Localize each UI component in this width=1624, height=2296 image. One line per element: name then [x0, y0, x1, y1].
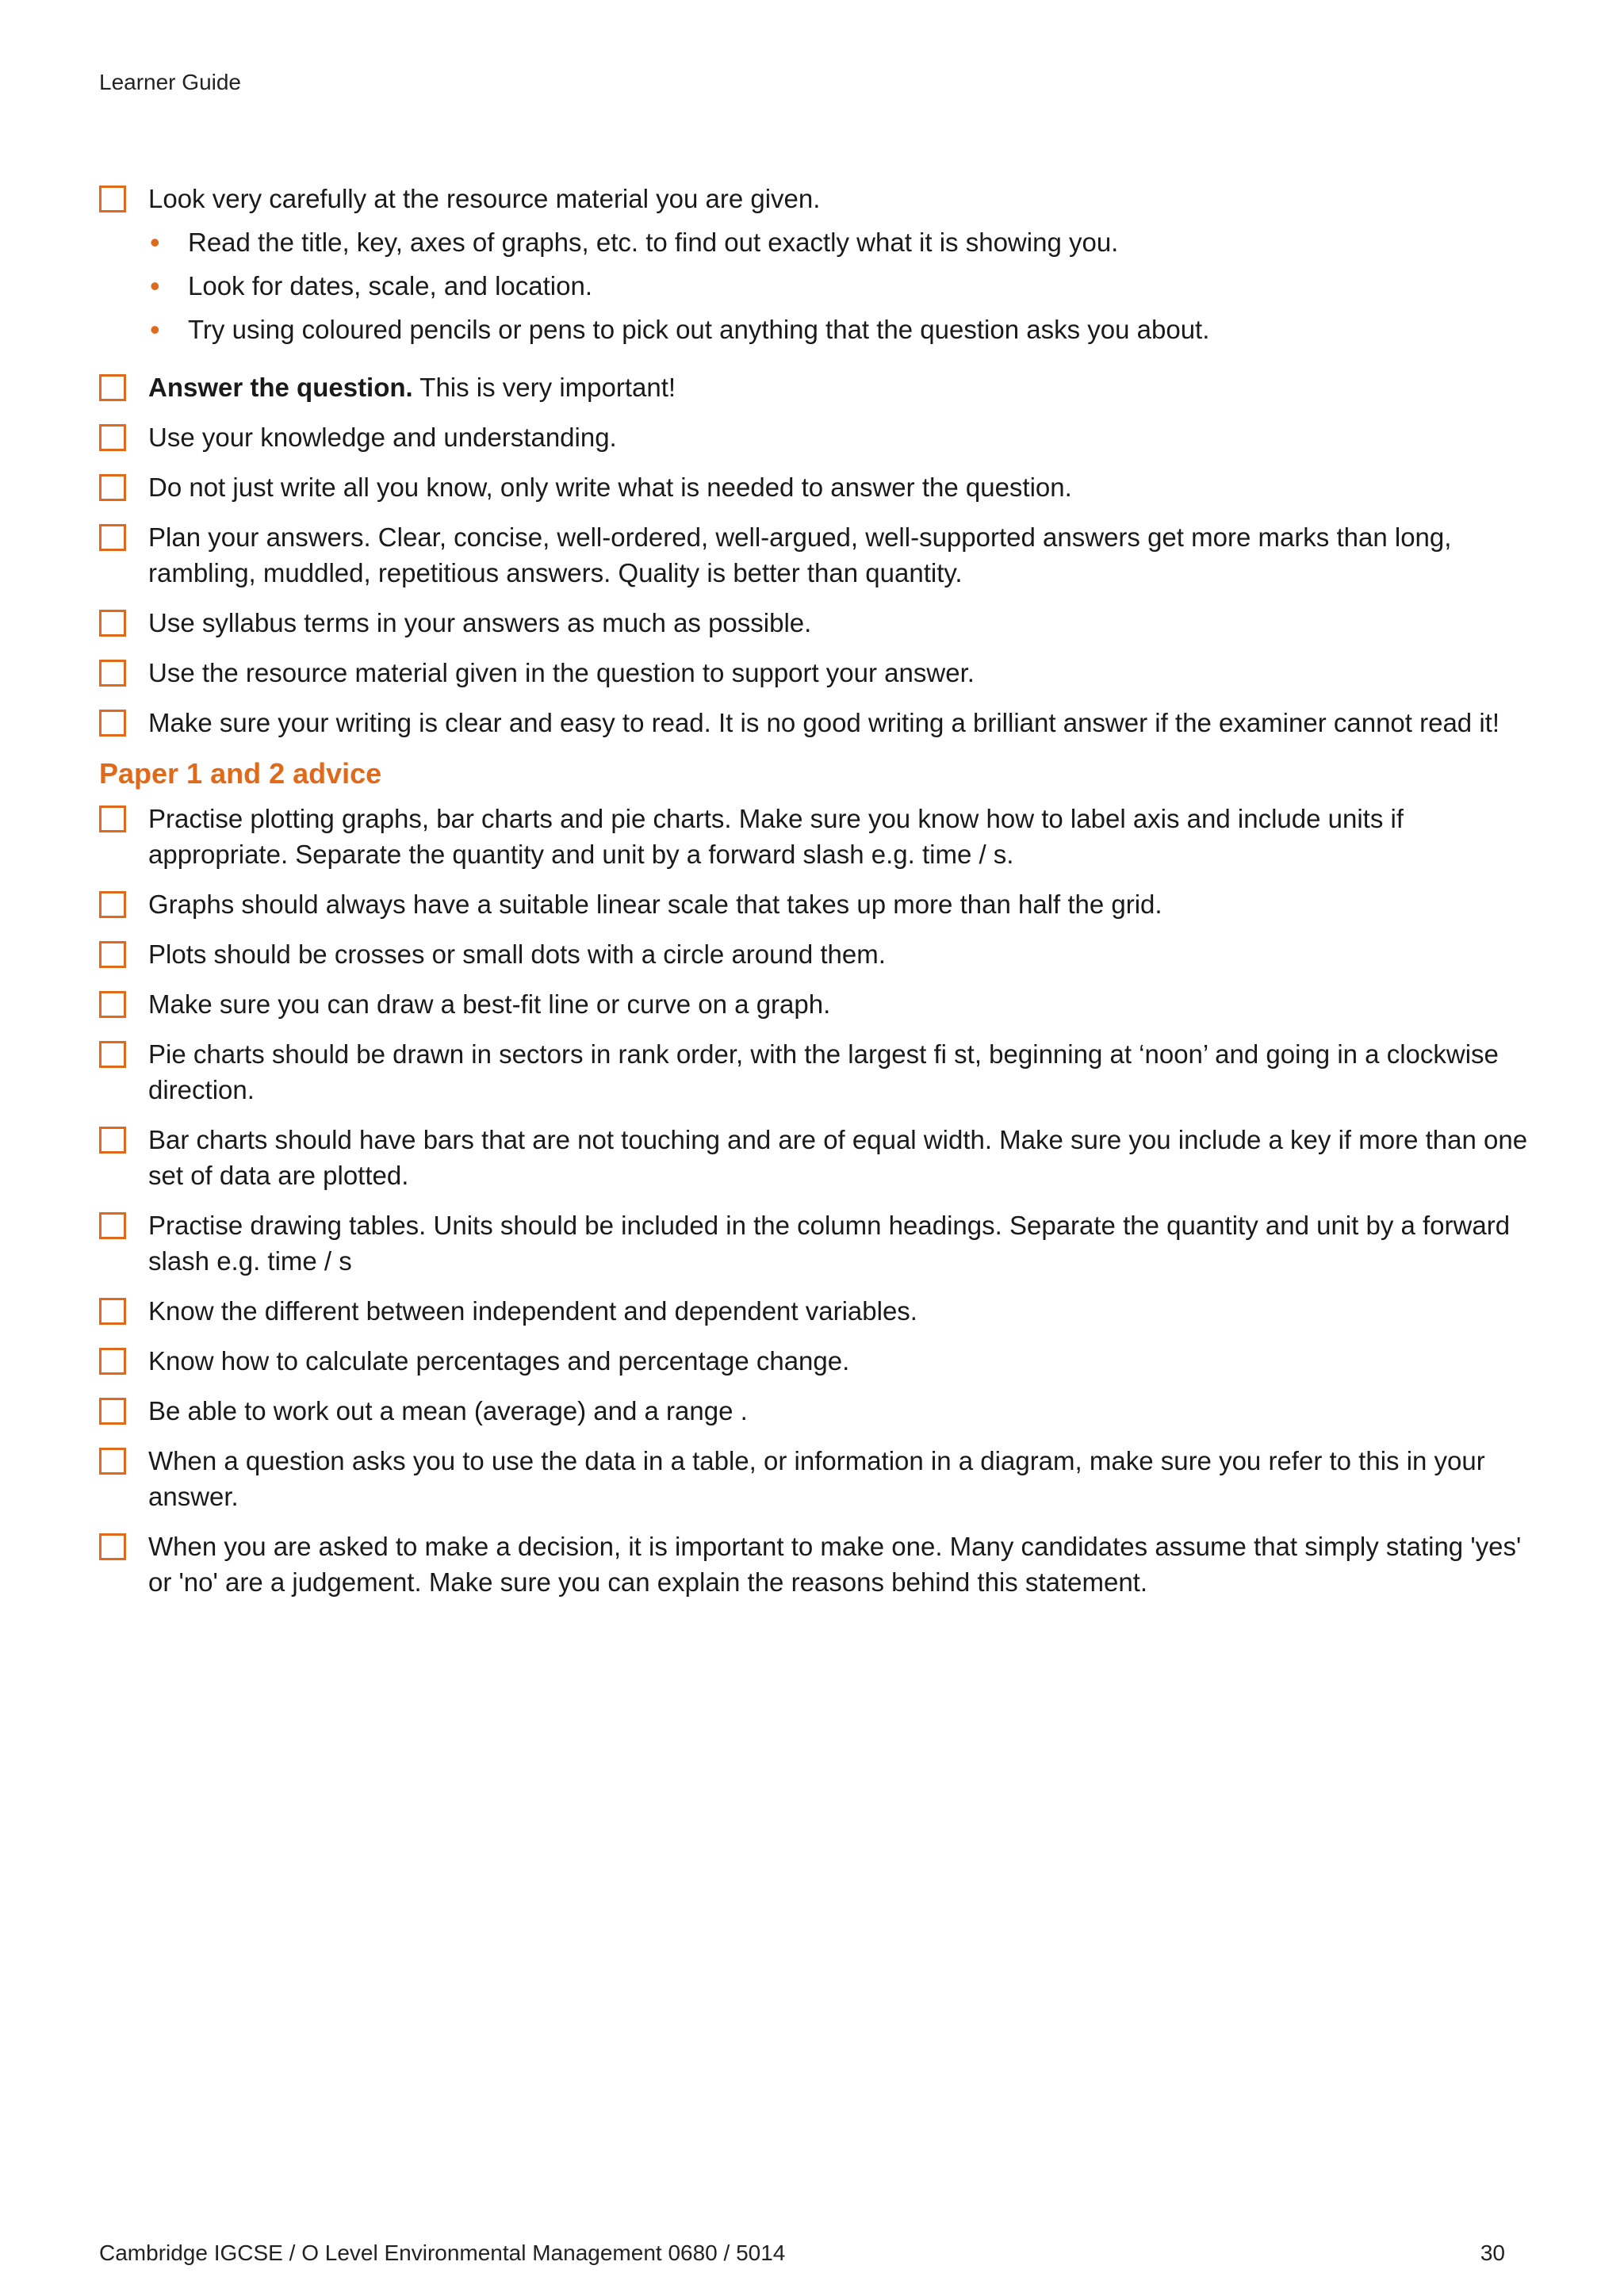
- checkbox-icon[interactable]: [99, 424, 126, 451]
- checkbox-icon[interactable]: [99, 186, 126, 212]
- checkbox-icon[interactable]: [99, 1533, 126, 1560]
- checklist-item: [99, 181, 1534, 355]
- checklist-item-label: Look very carefully at the resource material you are given.: [148, 184, 821, 213]
- checkbox-icon[interactable]: [99, 474, 126, 501]
- advice-item: [99, 801, 1534, 872]
- advice-item-label: Pie charts should be drawn in sectors in rank order, with the largest fi st, beginning at ‘noon’ and going in a clockwise direction.: [148, 1039, 1499, 1104]
- checklist-item: [99, 369, 1534, 405]
- page-content: [99, 181, 1534, 1614]
- advice-item-label: Graphs should always have a suitable linear scale that takes up more than half the grid.: [148, 890, 1162, 919]
- bullet-item: [148, 268, 1534, 304]
- advice-item: [99, 936, 1534, 972]
- checkbox-icon[interactable]: [99, 891, 126, 918]
- checkbox-icon[interactable]: [99, 991, 126, 1018]
- advice-item-label: Make sure you can draw a best-fit line or curve on a graph.: [148, 989, 831, 1019]
- advice-item-label: When a question asks you to use the data in a table, or information in a diagram, make sure you refer to this in your answer.: [148, 1446, 1485, 1511]
- bullet-list: [148, 224, 1534, 347]
- checkbox-icon[interactable]: [99, 806, 126, 832]
- checkbox-icon[interactable]: [99, 1127, 126, 1154]
- checklist-item-bold: Answer the question.: [148, 373, 413, 402]
- checklist-item-text: [148, 181, 1534, 355]
- checkbox-icon[interactable]: [99, 374, 126, 401]
- bullet-item-text: Look for dates, scale, and location.: [188, 271, 592, 300]
- checklist-item-label: This is very important!: [412, 373, 676, 402]
- advice-item-label: When you are asked to make a decision, it is important to make one. Many candidates assume that simply stating 'yes' or 'no' are a judgement. Make sure you can explain the reasons behind this statement.: [148, 1532, 1522, 1597]
- advice-item: [99, 1036, 1534, 1108]
- advice-item: [99, 1343, 1534, 1379]
- page-header: Learner Guide: [99, 70, 242, 94]
- advice-item-label: Be able to work out a mean (average) and a range .: [148, 1396, 748, 1425]
- checklist-item: [99, 469, 1534, 505]
- advice-item: [99, 1529, 1534, 1600]
- advice-item: [99, 1122, 1534, 1193]
- checkbox-icon[interactable]: [99, 524, 126, 551]
- checklist-item: [99, 605, 1534, 641]
- advice-item-label: Practise plotting graphs, bar charts and pie charts. Make sure you know how to label axis and include units if appropriate. Separate the quantity and unit by a forward slash e.g. time / s.: [148, 804, 1404, 869]
- checklist-item: [99, 519, 1534, 591]
- advice-item-label: Bar charts should have bars that are not touching and are of equal width. Make sure you include a key if more than one set of data are plotted.: [148, 1125, 1528, 1190]
- checkbox-icon[interactable]: [99, 1398, 126, 1425]
- advice-item: [99, 1207, 1534, 1279]
- checklist-item: [99, 705, 1534, 740]
- page-number: 30: [1480, 2241, 1505, 2265]
- bullet-icon: •: [150, 313, 160, 346]
- checklist-item-label: Use the resource material given in the question to support your answer.: [148, 658, 975, 687]
- checklist-item-label: Do not just write all you know, only write what is needed to answer the question.: [148, 473, 1072, 502]
- advice-item-label: Know how to calculate percentages and percentage change.: [148, 1346, 850, 1376]
- checkbox-icon[interactable]: [99, 1041, 126, 1068]
- advice-item: [99, 886, 1534, 922]
- bullet-item: [148, 224, 1534, 260]
- checkbox-icon[interactable]: [99, 610, 126, 637]
- checklist-item: [99, 419, 1534, 455]
- checklist-item-text: [148, 369, 1534, 405]
- bullet-icon: •: [150, 270, 160, 302]
- checkbox-icon[interactable]: [99, 710, 126, 737]
- bullet-item: [148, 312, 1534, 347]
- footer-course-title: Cambridge IGCSE / O Level Environmental Management 0680 / 5014: [99, 2241, 786, 2265]
- bullet-item-text: Try using coloured pencils or pens to pick out anything that the question asks you about.: [188, 315, 1210, 344]
- advice-item-label: Practise drawing tables. Units should be included in the column headings. Separate the quantity and unit by a forward slash e.g. time / s: [148, 1211, 1511, 1276]
- checkbox-icon[interactable]: [99, 1448, 126, 1475]
- checklist-item: [99, 655, 1534, 691]
- page-footer: [99, 2241, 1505, 2266]
- bullet-item-text: Read the title, key, axes of graphs, etc. to find out exactly what it is showing you.: [188, 228, 1119, 257]
- advice-item: [99, 1293, 1534, 1329]
- bullet-icon: •: [150, 226, 160, 258]
- advice-item: [99, 1443, 1534, 1514]
- checkbox-icon[interactable]: [99, 1348, 126, 1375]
- checkbox-icon[interactable]: [99, 1298, 126, 1325]
- checkbox-icon[interactable]: [99, 660, 126, 687]
- advice-item-label: Plots should be crosses or small dots with a circle around them.: [148, 939, 886, 969]
- checkbox-icon[interactable]: [99, 941, 126, 968]
- checklist-item-label: Use your knowledge and understanding.: [148, 423, 617, 452]
- advice-item: [99, 986, 1534, 1022]
- checkbox-icon[interactable]: [99, 1212, 126, 1239]
- checklist-item-label: Make sure your writing is clear and easy to read. It is no good writing a brilliant answer if the examiner cannot read it!: [148, 708, 1500, 737]
- advice-item: [99, 1393, 1534, 1429]
- checklist-item-label: Use syllabus terms in your answers as much as possible.: [148, 608, 812, 637]
- section-heading: Paper 1 and 2 advice: [99, 757, 382, 790]
- advice-item-label: Know the different between independent and dependent variables.: [148, 1296, 917, 1326]
- checklist-item-label: Plan your answers. Clear, concise, well-ordered, well-argued, well-supported answers get more marks than long, rambling, muddled, repetitious answers. Quality is better than quantity.: [148, 522, 1452, 587]
